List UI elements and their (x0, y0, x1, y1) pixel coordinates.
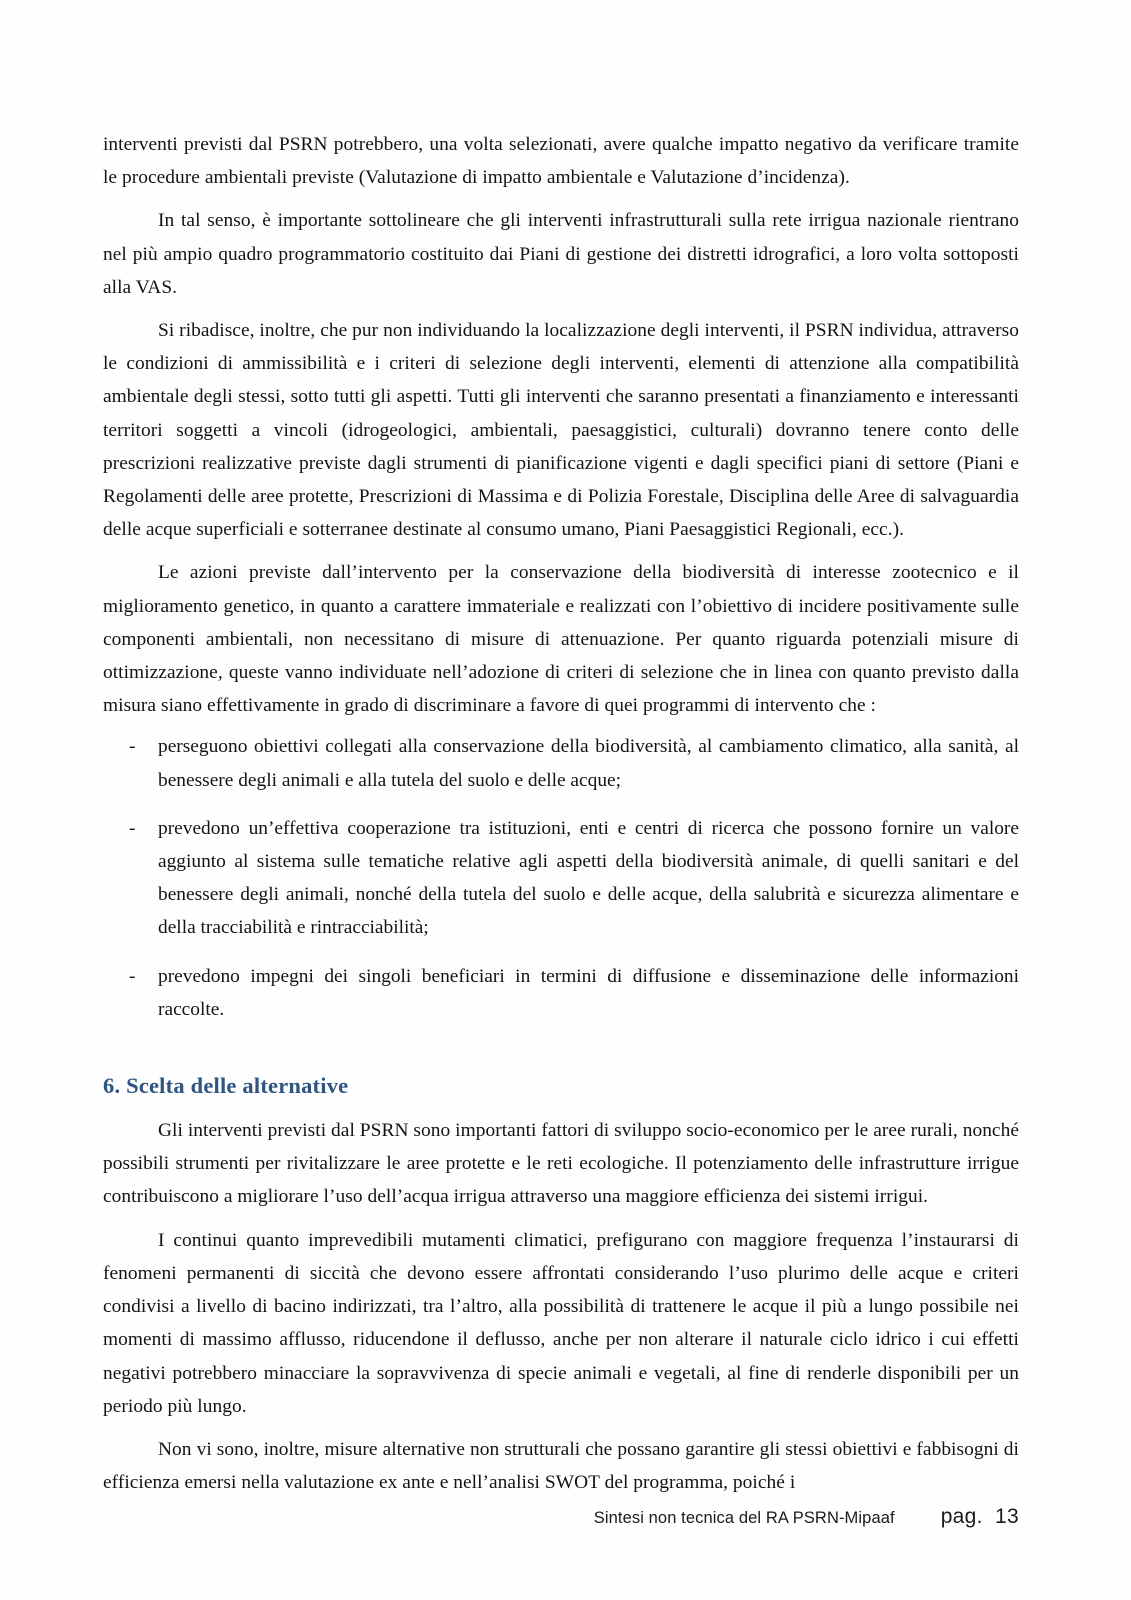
page-footer (103, 1505, 1019, 1545)
list-item-text: prevedono impegni dei singoli beneficiari in termini di diffusione e disseminazione delle informazioni raccolte. (158, 965, 1019, 1020)
paragraph-in-tal-senso: In tal senso, è importante sottolineare che gli interventi infrastrutturali sulla rete irrigua nazionale rientrano nel più ampio quadro programmatorio costituito dai Piani di gestione dei distretti idrografici, a loro volta sottoposti alla VAS. (103, 210, 1019, 298)
section-heading-block (103, 1072, 1019, 1100)
dash-bullet-icon: - (129, 817, 136, 839)
footer-document-title: Sintesi non tecnica del RA PSRN-Mipaaf (593, 1509, 895, 1527)
list-item (103, 960, 1019, 1026)
paragraph-le-azioni: Le azioni previste dall’intervento per la conservazione della biodiversità di interesse zootecnico e il miglioramento genetico, in quanto a carattere immateriale e realizzati con l’obiettivo di incidere positivamente sulle componenti ambientali, non necessitano di misure di attenuazione. Per quanto riguarda potenziali misure di ottimizzazione, queste vanno individuate nell’adozione di criteri di selezione che in linea con quanto previsto dalla misura siano effettivamente in grado di discriminare a favore di quei programmi di intervento che : (103, 562, 1019, 717)
dash-bullet-icon: - (129, 736, 136, 758)
list-item (103, 730, 1019, 796)
list-item-text: prevedono un’effettiva cooperazione tra istituzioni, enti e centri di ricerca che possono fornire un valore aggiunto al sistema sulle tematiche relative agli aspetti della biodiversità animale, di quelli sanitari e del benessere degli animali, nonché della tutela del suolo e delle acque, della salubrità e sicurezza alimentare e della tracciabilità e rintracciabilità; (158, 817, 1019, 939)
paragraph-non-vi-sono: Non vi sono, inoltre, misure alternative non strutturali che possano garantire gli stessi obiettivi e fabbisogni di efficienza emersi nella valutazione ex ante e nell’analisi SWOT del programma, poiché i (103, 1438, 1019, 1494)
section-heading-scelta-delle-alternative: 6. Scelta delle alternative (103, 1073, 349, 1099)
page-content (103, 128, 1019, 1499)
list-item-text: perseguono obiettivi collegati alla conservazione della biodiversità, al cambiamento climatico, alla sanità, al benessere degli animali e alla tutela del suolo e delle acque; (158, 736, 1019, 791)
dash-bullet-icon: - (129, 965, 136, 987)
list-item (103, 812, 1019, 945)
paragraph-gli-interventi: Gli interventi previsti dal PSRN sono importanti fattori di sviluppo socio-economico per le aree rurali, nonché possibili strumenti per rivitalizzare le aree protette e le reti ecologiche. Il potenziamento delle infrastrutture irrigue contribuiscono a migliorare l’uso dell’acqua irrigua attraverso una maggiore efficienza dei sistemi irrigui. (103, 1120, 1019, 1208)
paragraph-continuation: interventi previsti dal PSRN potrebbero, una volta selezionati, avere qualche impatto negativo da verificare tramite le procedure ambientali previste (Valutazione di impatto ambientale e Valutazione d’incidenza). (103, 134, 1019, 189)
paragraph-si-ribadisce: Si ribadisce, inoltre, che pur non individuando la localizzazione degli interventi, il PSRN individua, attraverso le condizioni di ammissibilità e i criteri di selezione degli interventi, elementi di attenzione alla compatibilità ambientale degli stessi, sotto tutti gli aspetti. Tutti gli interventi che saranno presentati a finanziamento e interessanti territori soggetti a vincoli (idrogeologici, ambientali, paesaggistici, culturali) dovranno tenere conto delle prescrizioni realizzative previste dagli strumenti di pianificazione vigenti e dagli specifici piani di settore (Piani e Regolamenti delle aree protette, Prescrizioni di Massima e di Polizia Forestale, Disciplina delle Aree di salvaguardia delle acque superficiali e sotterranee destinate al consumo umano, Piani Paesaggistici Regionali, ecc.). (103, 320, 1019, 541)
criteria-list (103, 730, 1019, 1026)
footer-page-number: pag. 13 (940, 1505, 1019, 1528)
paragraph-i-continui: I continui quanto imprevedibili mutamenti climatici, prefigurano con maggiore frequenza l’instaurarsi di fenomeni permanenti di siccità che devono essere affrontati considerando l’uso plurimo delle acque e criteri condivisi a livello di bacino indirizzati, tra l’altro, alla possibilità di trattenere le acque il più a lungo possibile nei momenti di massimo afflusso, riducendone il deflusso, anche per non alterare il naturale ciclo idrico i cui effetti negativi potrebbero minacciare la sopravvivenza di specie animali e vegetali, al fine di renderle disponibili per un periodo più lungo. (103, 1229, 1019, 1417)
